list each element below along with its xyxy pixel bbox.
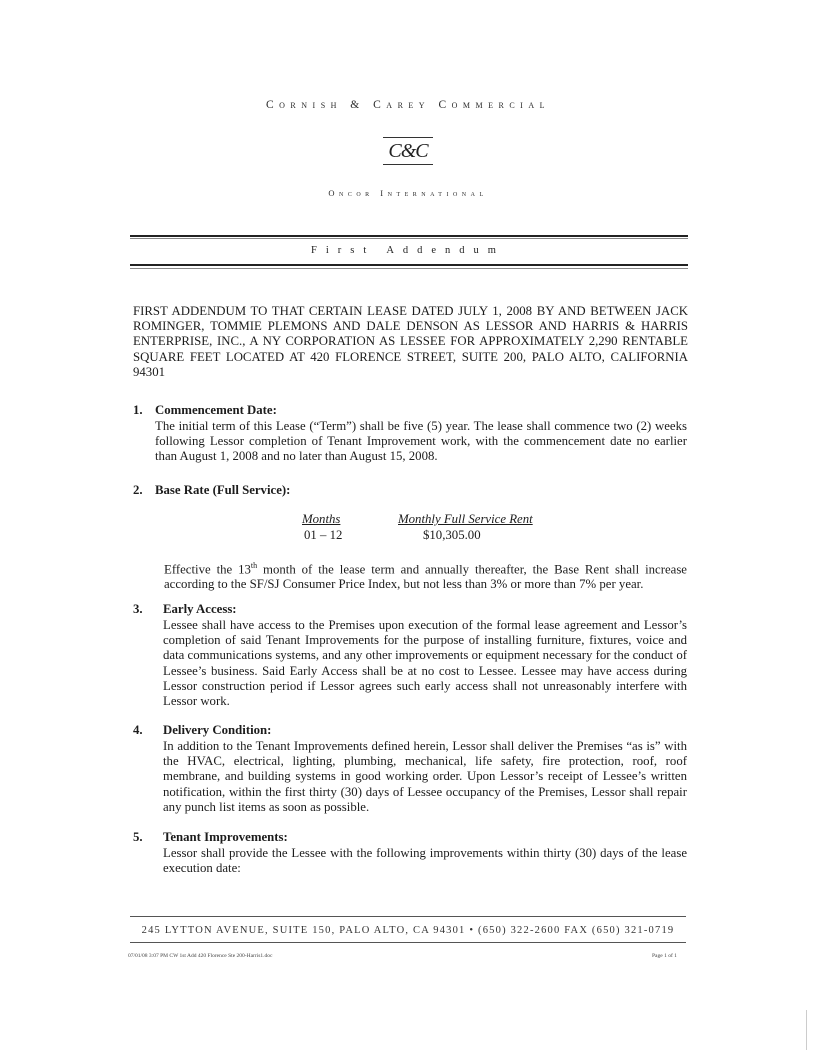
section-1-number: 1. xyxy=(133,403,143,417)
footer-rule-top xyxy=(130,916,686,917)
section-1-body: The initial term of this Lease (“Term”) shall be five (5) year. The lease shall commence two (2) weeks following Lessor completion of Tenant Improvement work, with the commencement date no earlier than August 1, 2008 and no later than August 15, 2008. xyxy=(155,419,687,464)
footer-rule-bottom xyxy=(130,942,686,943)
letterhead-network: Oncor International xyxy=(328,188,488,198)
scan-edge-mark xyxy=(806,1010,807,1050)
section-2-body-ordinal: th xyxy=(250,561,258,570)
letterhead-company: Cornish & Carey Commercial xyxy=(265,99,551,111)
section-3-number: 3. xyxy=(133,602,143,616)
title-rule-top xyxy=(130,235,688,237)
section-5-body: Lessor shall provide the Lessee with the following improvements within thirty (30) days of the lease execution date: xyxy=(163,846,687,876)
section-4-number: 4. xyxy=(133,723,143,737)
section-2-number: 2. xyxy=(133,483,143,497)
section-2-body xyxy=(164,558,687,593)
section-2-title: Base Rate (Full Service): xyxy=(155,483,291,497)
section-5-number: 5. xyxy=(133,830,143,844)
intro-paragraph: FIRST ADDENDUM TO THAT CERTAIN LEASE DATED JULY 1, 2008 BY AND BETWEEN JACK ROMINGER, TOMMIE PLEMONS AND DALE DENSON AS LESSOR AND HARRIS & HARRIS ENTERPRISE, INC., A NY CORPORATION AS LESSEE FOR APPROXIMATELY 2,290 RENTABLE SQUARE FEET LOCATED AT 420 FLORENCE STREET, SUITE 200, PALO ALTO, CALIFORNIA 94301 xyxy=(133,304,688,379)
section-2-body-post: month of the lease term and annually thereafter, the Base Rent shall increase according to the SF/SJ Consumer Price Index, but not less than 3% or more than 7% per year. xyxy=(164,562,687,592)
section-3-body: Lessee shall have access to the Premises upon execution of the formal lease agreement and Lessor’s completion of said Tenant Improvements for the purpose of installing furniture, fixtures, voice and data communications systems, and any other improvements or equipment necessary for the conduct of Lessee’s business. Said Early Access shall be at no cost to Lessee. Lessee may have access during Lessor construction period if Lessor agrees such early access shall not unreasonably interfere with Lessor work. xyxy=(163,618,687,709)
document-title: First Addendum xyxy=(311,245,505,256)
company-logo: C&C xyxy=(383,137,433,165)
title-rule-bottom xyxy=(130,264,688,266)
title-rule-bottom-thin xyxy=(130,268,688,269)
footer-file-info: 07/01/08 3:07 PM CW 1st Add 420 Florence Ste 200-Harris1.doc xyxy=(128,953,273,959)
section-4-title: Delivery Condition: xyxy=(163,723,272,737)
section-4-body: In addition to the Tenant Improvements defined herein, Lessor shall deliver the Premises “as is” with the HVAC, electrical, lighting, plumbing, mechanical, life safety, fire protection, roof, roof membrane, and building systems in good working order. Upon Lessor’s receipt of Lessee’s written notification, within the first thirty (30) days of Lessee occupancy of the Premises, Lessor shall repair any punch list items as soon as possible. xyxy=(163,739,687,814)
section-1-title: Commencement Date: xyxy=(155,403,277,417)
rent-table-header-rent: Monthly Full Service Rent xyxy=(398,512,533,526)
rent-table-months-value: 01 – 12 xyxy=(304,528,343,542)
section-5-title: Tenant Improvements: xyxy=(163,830,288,844)
footer-page-number: Page 1 of 1 xyxy=(652,953,677,959)
footer-address: 245 LYTTON AVENUE, SUITE 150, PALO ALTO, CA 94301 • (650) 322-2600 FAX (650) 321-0719 xyxy=(141,925,675,936)
section-3-title: Early Access: xyxy=(163,602,237,616)
title-rule-top-thin xyxy=(130,238,688,239)
rent-table-header-months: Months xyxy=(302,512,341,526)
rent-table-rent-value: $10,305.00 xyxy=(423,528,481,542)
section-2-body-pre: Effective the 13 xyxy=(164,562,251,577)
